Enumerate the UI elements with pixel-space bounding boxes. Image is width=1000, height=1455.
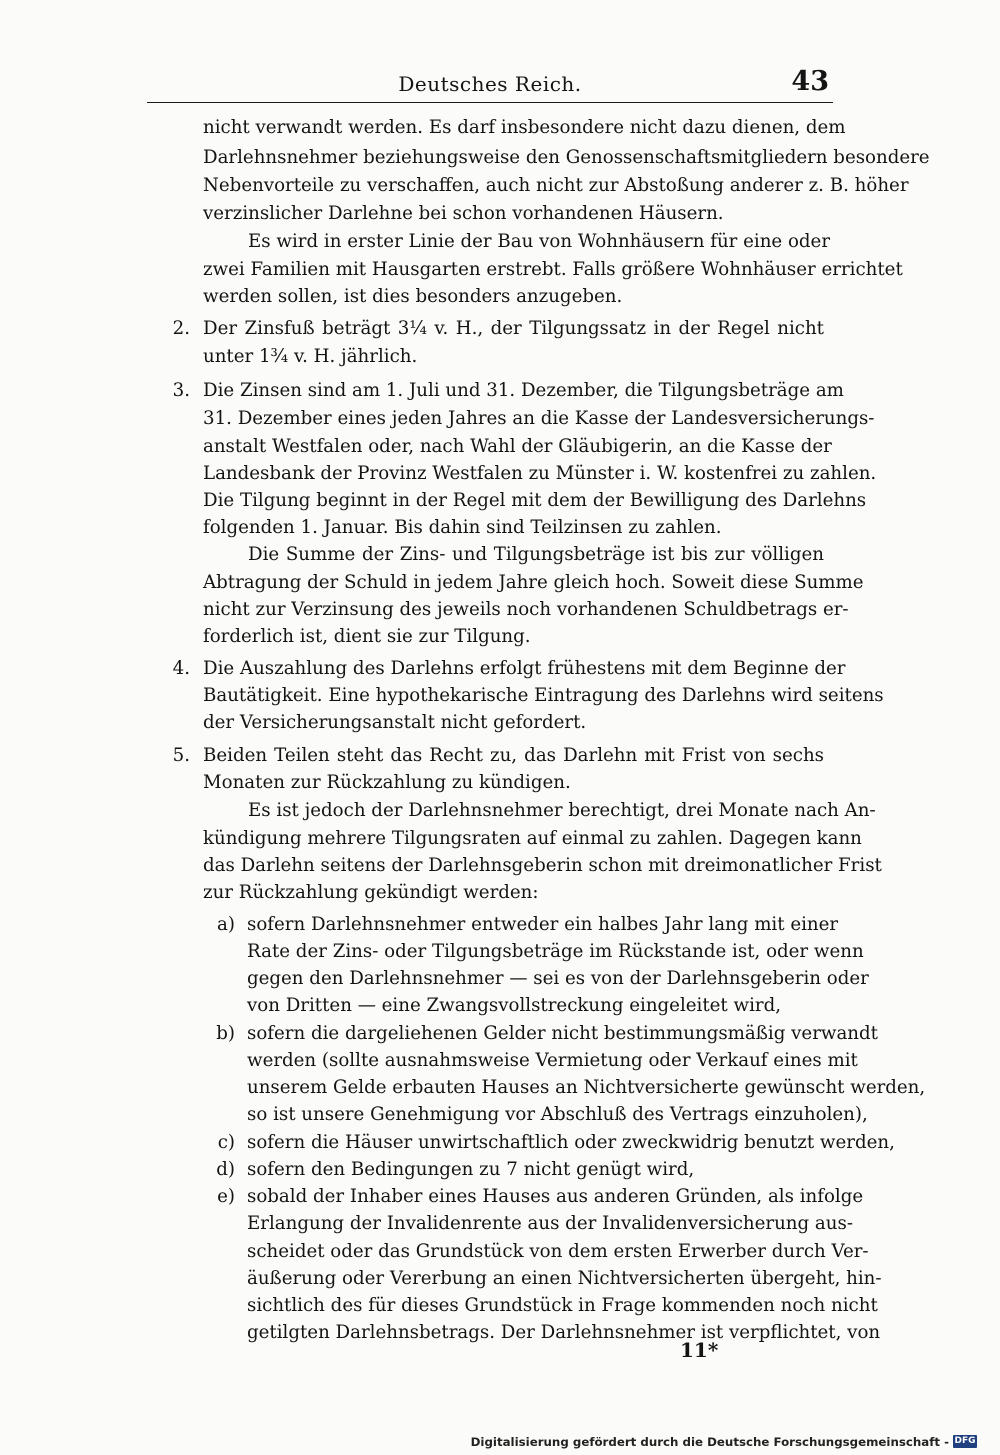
text-line: Darlehnsnehmer beziehungsweise den Genossenschaftsmitgliedern besondere <box>203 147 930 168</box>
text-line: Rate der Zins- oder Tilgungsbeträge im Rückstande ist, oder wenn <box>247 941 864 962</box>
item-marker: 5. <box>172 745 190 766</box>
text-line: Beiden Teilen steht das Recht zu, das Darlehn mit Frist von sechs <box>203 745 824 766</box>
text-line: sichtlich des für dieses Grundstück in Frage kommenden noch nicht <box>247 1295 878 1316</box>
item-marker: 2. <box>172 318 190 339</box>
item-marker: c) <box>217 1132 235 1153</box>
text-line: anstalt Westfalen oder, nach Wahl der Gläubigerin, an die Kasse der <box>203 436 832 457</box>
signature-mark: 11* <box>680 1338 719 1362</box>
text-line: folgenden 1. Januar. Bis dahin sind Teilzinsen zu zahlen. <box>203 517 722 538</box>
text-line: unserem Gelde erbauten Hauses an Nichtversicherte gewünscht werden, <box>247 1077 926 1098</box>
text-line: zur Rückzahlung gekündigt werden: <box>203 882 539 903</box>
text-line: werden sollen, ist dies besonders anzugeben. <box>203 286 623 307</box>
text-line: Bautätigkeit. Eine hypothekarische Eintragung des Darlehns wird seitens <box>203 685 884 706</box>
running-title: Deutsches Reich. <box>398 72 582 96</box>
text-line: sofern die Häuser unwirtschaftlich oder zweckwidrig benutzt werden, <box>247 1132 895 1153</box>
item-marker: d) <box>216 1159 235 1180</box>
text-line: Die Tilgung beginnt in der Regel mit dem der Bewilligung des Darlehns <box>203 490 867 511</box>
page-number: 43 <box>791 66 829 97</box>
text-line: Abtragung der Schuld in jedem Jahre gleich hoch. Soweit diese Summe <box>203 572 864 593</box>
text-line: nicht verwandt werden. Es darf insbesondere nicht dazu dienen, dem <box>203 117 846 138</box>
text-line: so ist unsere Genehmigung vor Abschluß des Vertrags einzuholen), <box>247 1104 868 1125</box>
text-line: Nebenvorteile zu verschaffen, auch nicht zur Abstoßung anderer z. B. höher <box>203 175 909 196</box>
text-line: Landesbank der Provinz Westfalen zu Münster i. W. kostenfrei zu zahlen. <box>203 463 877 484</box>
text-line: Die Zinsen sind am 1. Juli und 31. Dezember, die Tilgungsbeträge am <box>203 380 844 401</box>
text-line: unter 1¾ v. H. jährlich. <box>203 346 418 367</box>
text-line: Es wird in erster Linie der Bau von Wohnhäusern für eine oder <box>248 231 831 252</box>
item-marker: a) <box>217 914 235 935</box>
text-line: Die Summe der Zins- und Tilgungsbeträge ist bis zur völligen <box>248 544 824 565</box>
text-line: Der Zinsfuß beträgt 3¼ v. H., der Tilgungssatz in der Regel nicht <box>203 318 824 339</box>
text-line: zwei Familien mit Hausgarten erstrebt. Falls größere Wohnhäuser errichtet <box>203 259 903 280</box>
text-line: der Versicherungsanstalt nicht gefordert. <box>203 712 587 733</box>
text-line: kündigung mehrere Tilgungsraten auf einmal zu zahlen. Dagegen kann <box>203 828 862 849</box>
text-line: scheidet oder das Grundstück von dem ersten Erwerber durch Ver- <box>247 1241 869 1262</box>
text-line: Monaten zur Rückzahlung zu kündigen. <box>203 772 571 793</box>
item-marker: e) <box>217 1186 235 1207</box>
text-line: Erlangung der Invalidenrente aus der Invalidenversicherung aus- <box>247 1213 853 1234</box>
text-line: Es ist jedoch der Darlehnsnehmer berechtigt, drei Monate nach An- <box>248 800 876 821</box>
text-line: 31. Dezember eines jeden Jahres an die Kasse der Landesversicherungs- <box>203 408 875 429</box>
text-line: sofern die dargeliehenen Gelder nicht bestimmungsmäßig verwandt <box>247 1023 878 1044</box>
text-line: getilgten Darlehnsbetrags. Der Darlehnsnehmer ist verpflichtet, von <box>247 1322 881 1343</box>
item-marker: b) <box>216 1023 235 1044</box>
text-line: nicht zur Verzinsung des jeweils noch vorhandenen Schuldbetrags er- <box>203 599 849 620</box>
text-line: von Dritten — eine Zwangsvollstreckung eingeleitet wird, <box>247 995 782 1016</box>
text-line: gegen den Darlehnsnehmer — sei es von der Darlehnsgeberin oder <box>247 968 869 989</box>
text-line: äußerung oder Vererbung an einen Nichtversicherten übergeht, hin- <box>247 1268 882 1289</box>
text-line: Die Auszahlung des Darlehns erfolgt frühestens mit dem Beginne der <box>203 658 846 679</box>
text-line: sofern Darlehnsnehmer entweder ein halbes Jahr lang mit einer <box>247 914 839 935</box>
text-line: werden (sollte ausnahmsweise Vermietung oder Verkauf eines mit <box>247 1050 858 1071</box>
item-marker: 4. <box>172 658 190 679</box>
text-line: sobald der Inhaber eines Hauses aus anderen Gründen, als infolge <box>247 1186 864 1207</box>
text-line: sofern den Bedingungen zu 7 nicht genügt wird, <box>247 1159 695 1180</box>
text-line: forderlich ist, dient sie zur Tilgung. <box>203 626 531 647</box>
footer-credit-text: Digitalisierung gefördert durch die Deutsche Forschungsgemeinschaft - <box>470 1435 949 1449</box>
item-marker: 3. <box>172 380 190 401</box>
text-line: das Darlehn seitens der Darlehnsgeberin schon mit dreimonatlicher Frist <box>203 855 882 876</box>
text-line: verzinslicher Darlehne bei schon vorhandenen Häusern. <box>203 203 724 224</box>
footer-credit <box>470 1433 977 1451</box>
page-header <box>147 66 833 103</box>
dfg-logo-icon: DFG <box>954 1436 976 1446</box>
